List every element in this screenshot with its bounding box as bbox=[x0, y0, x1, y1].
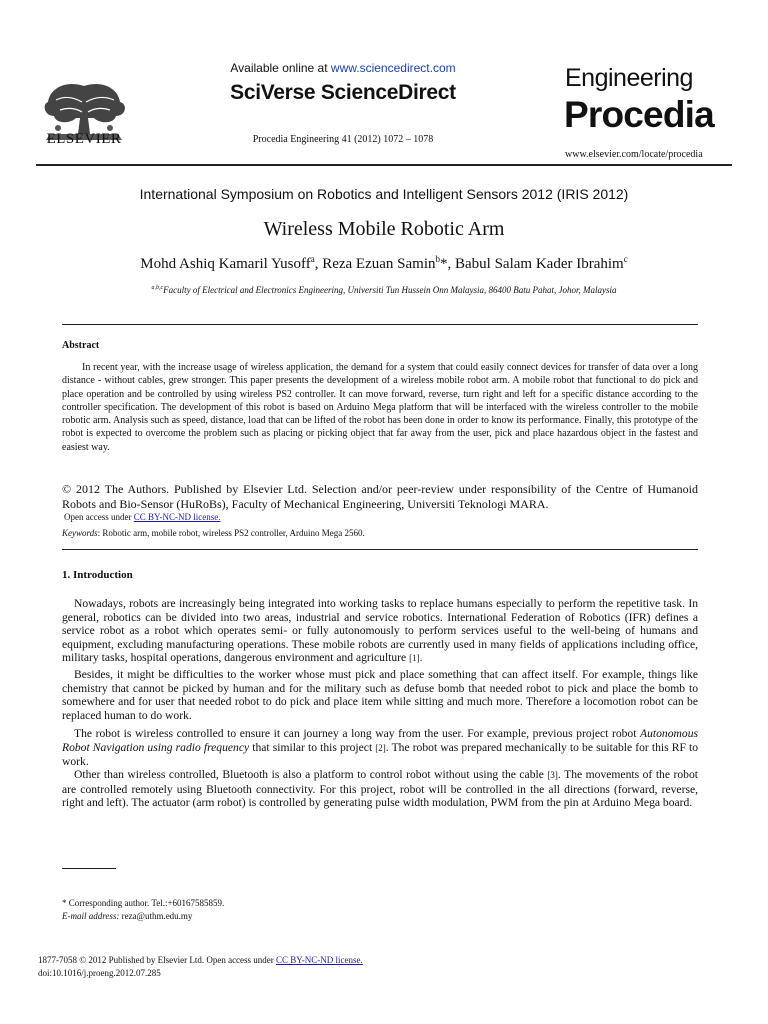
intro-paragraph-3 bbox=[62, 727, 698, 769]
paragraph-text: that similar to this project bbox=[249, 740, 376, 754]
intro-paragraph-4 bbox=[62, 768, 698, 810]
paragraph-text: . The robot was prepared mechanically to be suitable for this RF to work. bbox=[62, 740, 699, 768]
author-name: Reza Ezuan Samin bbox=[322, 256, 436, 272]
citation-ref[interactable]: [3] bbox=[547, 770, 558, 780]
license-link[interactable]: CC BY-NC-ND license. bbox=[133, 512, 221, 522]
journal-name-line2: Procedia bbox=[564, 94, 714, 135]
author-name: Babul Salam Kader Ibrahim bbox=[455, 256, 624, 272]
sciencedirect-link[interactable]: www.sciencedirect.com bbox=[330, 61, 456, 75]
abstract-text: In recent year, with the increase usage of wireless application, the demand for a system that could easily connect devices for transfer of data over a long distance - without cables, grew stronger. This paper presents the development of a wireless mobile robot arm. A mobile robot that functional to do pick and place operation and be controlled by using wireless PS2 controller. It can move forward, reverse, turn right and left for a specific distance according to the controller specification. The development of this robot is based on Arduino Mega platform that will be interfaced with the wireless controller to the mobile robotic arm. Analysis such as speed, distance, load that can be lifted of the robot has been done in order to know its performance. Finally, this prototype of the robot is expected to overcome the problem such as placing or picking object that far away from the user, pick and place hazardous object in the fastest and easiest way. bbox=[62, 362, 698, 453]
affiliation-mark: a,b,c bbox=[151, 285, 164, 291]
author-affiliation-mark: c bbox=[623, 254, 628, 264]
author-name: Mohd Ashiq Kamaril Yusoff bbox=[140, 256, 311, 272]
abstract-heading: Abstract bbox=[62, 340, 100, 351]
paragraph-text: . bbox=[419, 651, 423, 664]
author-affiliation-mark: a bbox=[310, 254, 315, 264]
journal-url[interactable]: www.elsevier.com/locate/procedia bbox=[565, 149, 703, 160]
citation-line: Procedia Engineering 41 (2012) 1072 – 1078 bbox=[252, 134, 434, 145]
paragraph-text: Other than wireless controlled, Bluetooth is also a platform to control robot without using the cable bbox=[74, 768, 548, 781]
intro-paragraph-1 bbox=[62, 597, 698, 666]
journal-name-line1: Engineering bbox=[565, 64, 693, 92]
open-access-prefix: Open access under bbox=[64, 512, 134, 522]
paragraph-text: Nowadays, robots are increasingly being integrated into working tasks to replace humans especially to perform the repetitive task. In general, robotics can be divided into two areas, industrial and service robotics. International Federation of Robotics (IFR) defines a service robot as a robot which operates semi- or fully autonomously to perform services useful to the well-being of humans and equipment, excluding manufacturing operations. These mobile robots are currently used in many fields of applications including office, military tasks, hospital operations, dangerous environment and agriculture bbox=[62, 597, 698, 664]
abstract-bottom-rule bbox=[62, 549, 698, 550]
author-separator: , bbox=[314, 256, 323, 272]
citation-ref[interactable]: [2] bbox=[375, 742, 386, 753]
keywords-label: Keywords bbox=[62, 528, 98, 538]
keywords bbox=[62, 528, 365, 538]
symposium-name: International Symposium on Robotics and Intelligent Sensors 2012 (IRIS 2012) bbox=[139, 186, 629, 202]
footer-issn-text: 1877-7058 © 2012 Published by Elsevier Ltd. Open access under bbox=[38, 955, 277, 965]
email-address[interactable]: reza@uthm.edu.my bbox=[119, 911, 193, 921]
footer-doi[interactable]: doi:10.1016/j.proeng.2012.07.285 bbox=[38, 968, 161, 978]
email-label: E-mail address: bbox=[62, 911, 120, 921]
publisher-name: ELSEVIER bbox=[46, 131, 122, 147]
copyright-notice: © 2012 The Authors. Published by Elsevier Ltd. Selection and/or peer-review under responsibility of the Centre of Humanoid Robots and Bio-Sensor (HuRoBs), Faculty of Mechanical Engineering, Universiti Teknologi MARA. bbox=[62, 482, 698, 511]
keywords-list: : Robotic arm, mobile robot, wireless PS2 controller, Arduino Mega 2560. bbox=[97, 528, 365, 538]
available-prefix: Available online at bbox=[230, 61, 331, 75]
abstract-top-rule bbox=[62, 324, 698, 325]
paragraph-emphasis: Autonomous Robot Navigation using radio frequency bbox=[62, 727, 698, 754]
affiliation bbox=[0, 285, 768, 295]
author-affiliation-mark: b bbox=[435, 254, 440, 264]
footnote-rule bbox=[62, 868, 116, 869]
available-online bbox=[140, 61, 546, 75]
email-note bbox=[62, 911, 192, 921]
footer-license-link[interactable]: CC BY-NC-ND license. bbox=[276, 955, 363, 965]
paper-title: Wireless Mobile Robotic Arm bbox=[263, 218, 505, 240]
author-separator: *, bbox=[440, 256, 455, 272]
footer-issn-line bbox=[38, 955, 363, 965]
section-heading: 1. Introduction bbox=[62, 569, 133, 581]
intro-paragraph-2: Besides, it might be difficulties to the worker whose must pick and place something that can affect itself. For example, things like chemistry that cannot be picked by human and for the military such as defuse bomb that needed robot to pick and place the bomb to somewhere and for user that needed robot to do pick and place item while sitting and much more. Therefore a locomotion robot can be replaced human to do work. bbox=[62, 668, 698, 722]
paragraph-text: The robot is wireless controlled to ensure it can journey a long way from the user. For example, previous project robot bbox=[74, 727, 641, 740]
header-divider bbox=[36, 164, 732, 166]
corresponding-author-note: * Corresponding author. Tel.:+60167585859. bbox=[62, 898, 225, 908]
author-list bbox=[0, 254, 768, 273]
platform-logo-text: SciVerse ScienceDirect bbox=[230, 81, 456, 104]
citation-ref[interactable]: [1] bbox=[409, 653, 420, 663]
open-access-line bbox=[64, 512, 220, 522]
affiliation-text: Faculty of Electrical and Electronics Engineering, Universiti Tun Hussein Onn Malaysia, 86400 Batu Pahat, Johor, Malaysia bbox=[163, 285, 617, 295]
paragraph-text: . The movements of the robot are controlled remotely using Bluetooth connectivity. For this project, robot will be controlled in the all directions (forward, reverse, right and left). The actuator (arm robot) is controlled by generating pulse width modulation, PWM from the pin at Arduino Mega board. bbox=[62, 768, 698, 809]
